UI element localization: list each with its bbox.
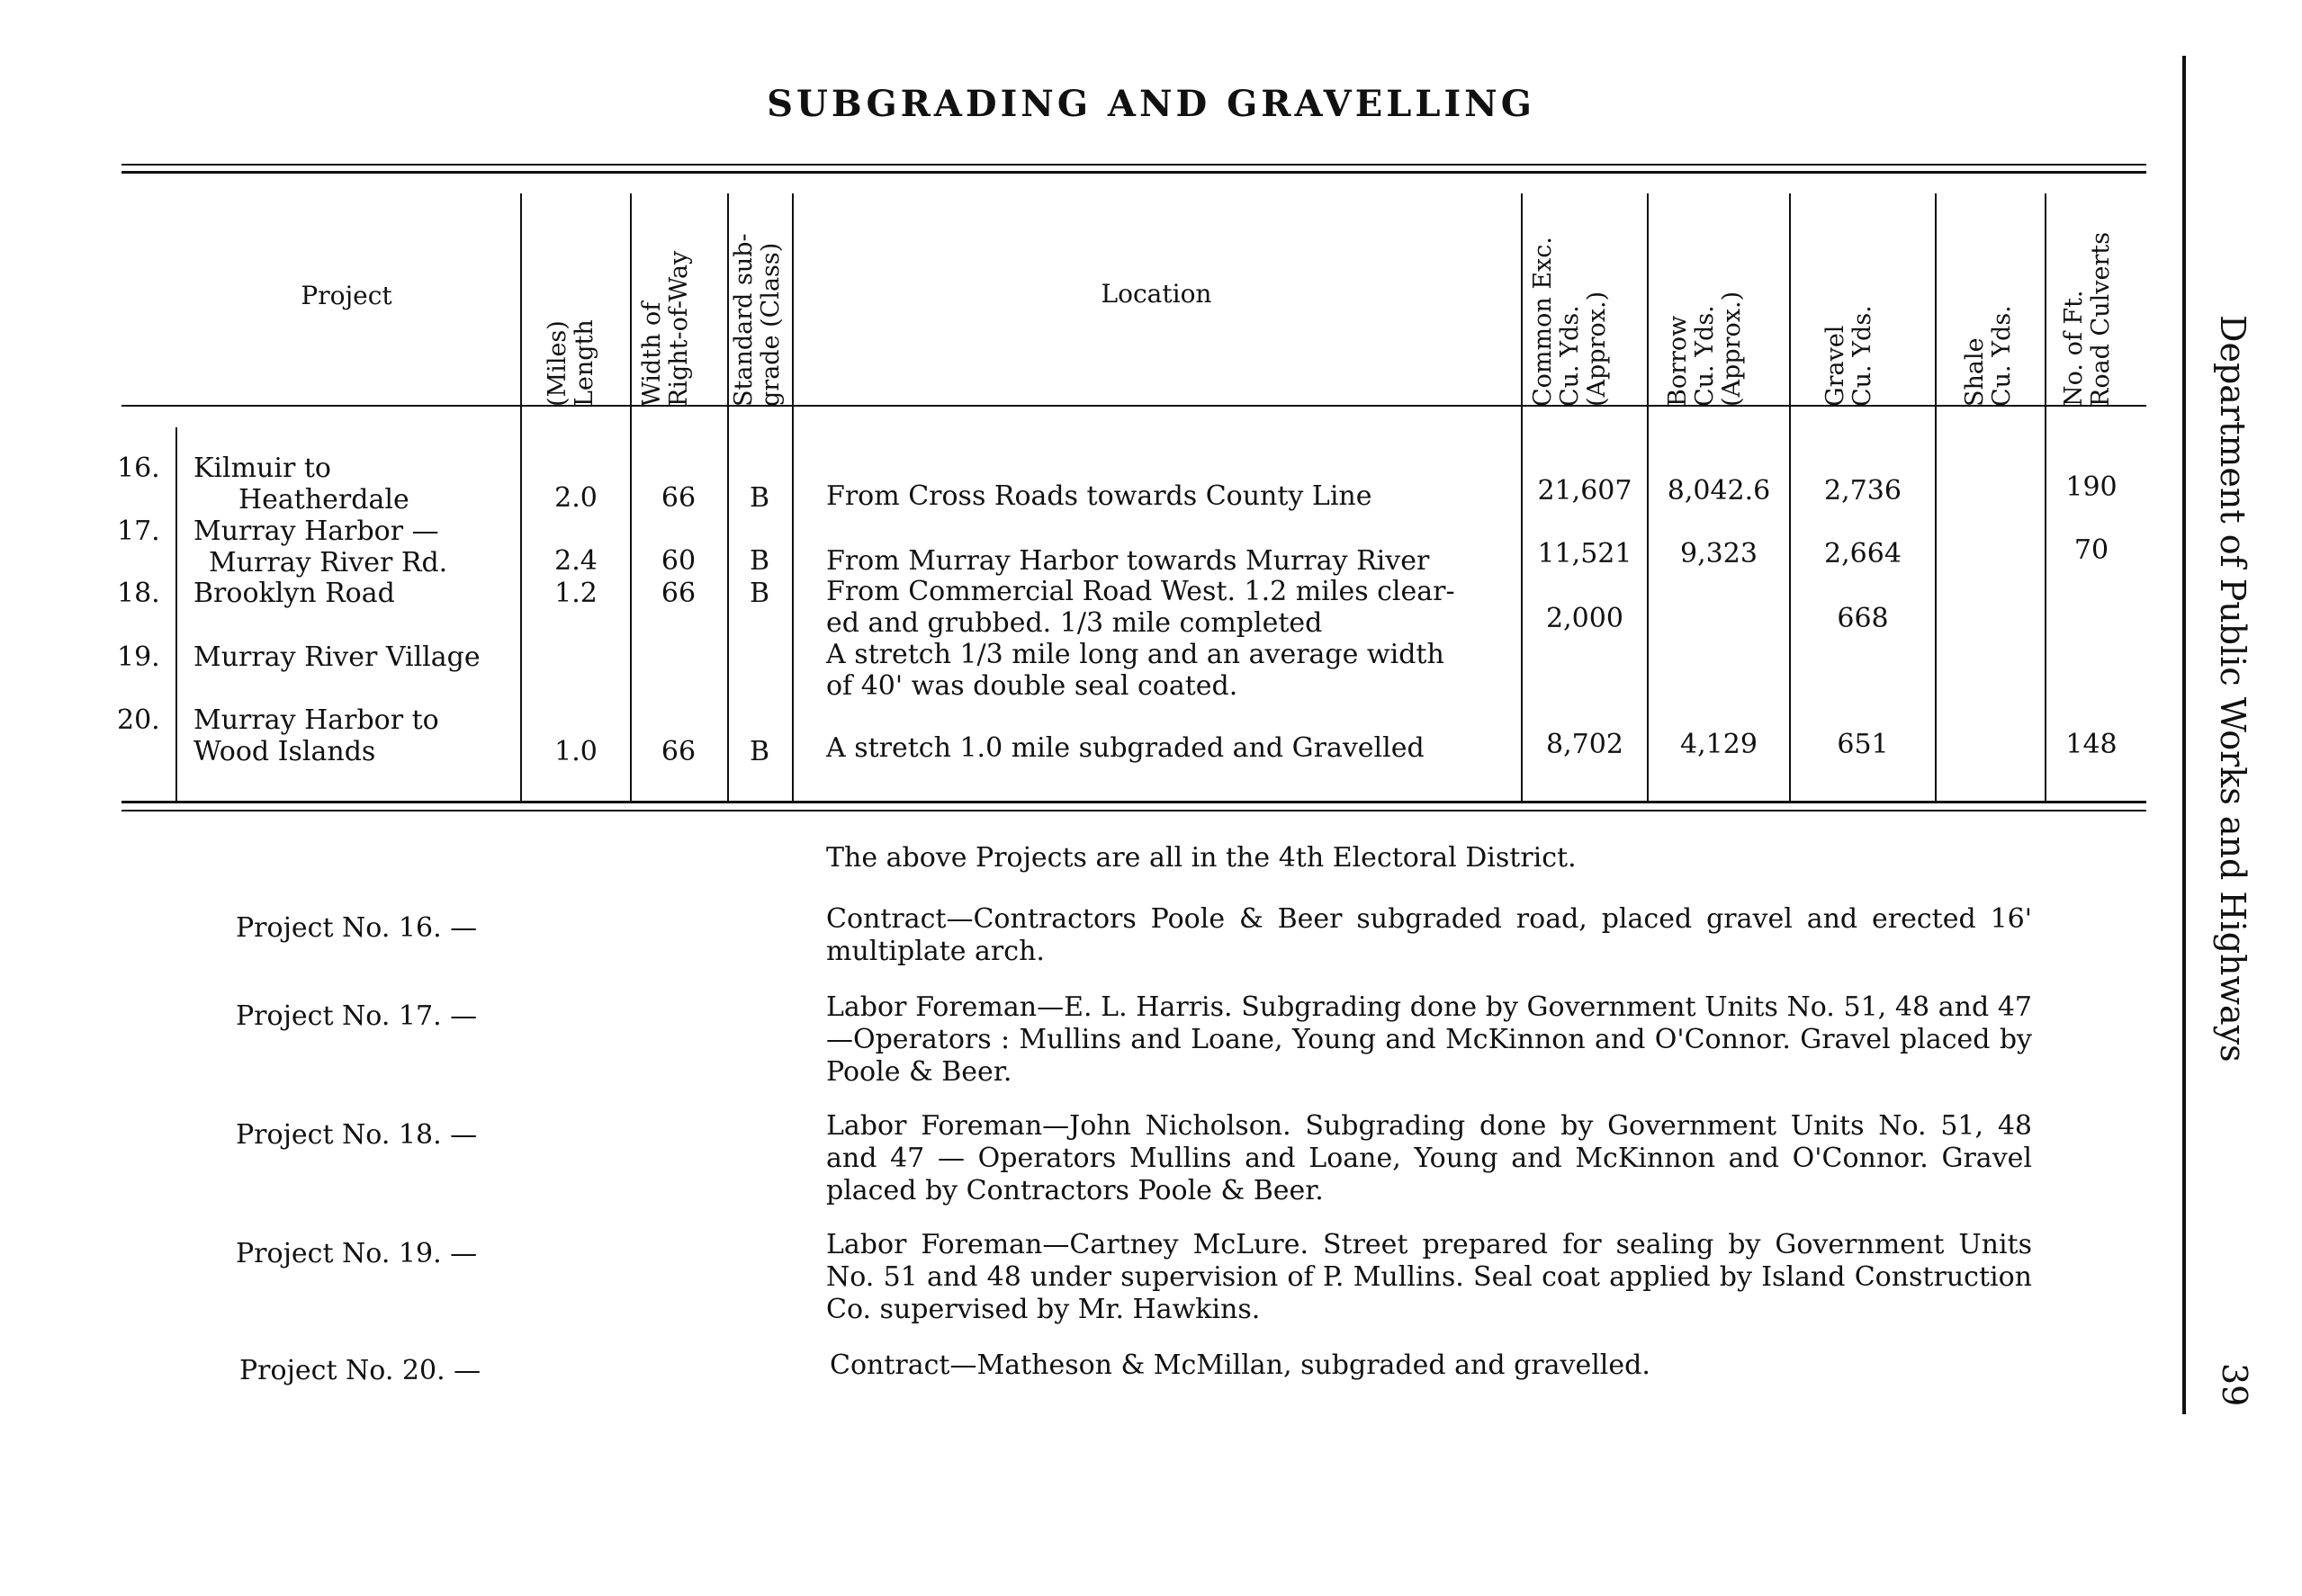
district-note: The above Projects are all in the 4th Electoral District.: [826, 842, 1577, 874]
project-description: Contract—Contractors Poole & Beer subgraded road, placed gravel and erected 16' multiplate arch.: [826, 903, 2032, 967]
gravel-value: 2,736: [1824, 475, 1902, 507]
project-name-cont: Heatherdale: [238, 484, 409, 516]
project-label: Project No. 17. —: [236, 1000, 478, 1032]
standard-value: B: [749, 545, 770, 577]
header-length: (Miles) Length: [544, 319, 598, 407]
margin-rule: [2182, 56, 2186, 1414]
project-description: Contract—Matheson & McMillan, subgraded and gravelled.: [830, 1349, 1650, 1381]
width-value: 60: [661, 545, 697, 577]
location-text: From Commercial Road West. 1.2 miles clear-: [826, 576, 1455, 607]
project-description: Labor Foreman—John Nicholson. Subgrading done by Government Units No. 51, 48 and 47 — Operators Mullins and Loane, Young and McKinnon and O'Connor. Gravel placed by Contractors Poole & Beer.: [826, 1110, 2032, 1206]
project-label: Project No. 20. —: [239, 1355, 481, 1386]
project-name-cont: Wood Islands: [193, 736, 376, 767]
common-value: 21,607: [1537, 475, 1632, 507]
location-text: From Murray Harbor towards Murray River: [826, 545, 1430, 577]
row-number: 16.: [117, 453, 160, 484]
borrow-value: 8,042.6: [1667, 475, 1771, 507]
project-label: Project No. 18. —: [236, 1119, 478, 1151]
header-width: Width of Right-of-Way: [638, 250, 693, 407]
standard-value: B: [749, 736, 770, 767]
project-name: Kilmuir to: [193, 453, 331, 484]
row-number: 19.: [117, 641, 160, 673]
row-number: 18.: [117, 578, 160, 609]
project-name: Murray Harbor —: [193, 516, 439, 547]
table-bottom-rule-2: [121, 810, 2146, 811]
common-value: 2,000: [1546, 603, 1623, 634]
common-value: 8,702: [1546, 729, 1623, 760]
row-number: 20.: [117, 704, 160, 736]
width-value: 66: [661, 578, 697, 609]
project-description: Labor Foreman—E. L. Harris. Subgrading done by Government Units No. 51, 48 and 47—Operators : Mullins and Loane, Young and McKinnon and O'Connor. Gravel placed by Poole & Beer.: [826, 991, 2032, 1088]
length-value: 2.4: [554, 545, 598, 577]
table-bottom-rule: [121, 801, 2146, 803]
project-label: Project No. 19. —: [236, 1238, 478, 1269]
project-name: Murray Harbor to: [193, 704, 439, 736]
header-gravel: Gravel Cu. Yds.: [1821, 305, 1876, 407]
header-standard: Standard sub- grade (Class): [730, 233, 785, 407]
row-number: 17.: [117, 516, 160, 547]
borrow-value: 9,323: [1680, 538, 1758, 569]
width-value: 66: [661, 482, 697, 514]
table-top-rule: [121, 164, 2146, 166]
department-label: Department of Public Works and Highways: [2213, 315, 2253, 1063]
length-value: 1.2: [554, 578, 598, 609]
location-text-cont: ed and grubbed. 1/3 mile completed: [826, 607, 1323, 639]
col-divider: [1935, 193, 1937, 801]
location-text: A stretch 1/3 mile long and an average width: [826, 639, 1444, 670]
location-text: From Cross Roads towards County Line: [826, 480, 1372, 512]
header-location: Location: [1101, 279, 1212, 309]
header-culverts: No. of Ft. Road Culverts: [2060, 231, 2115, 407]
page-number: 39: [2215, 1363, 2254, 1407]
col-divider: [792, 193, 794, 801]
header-borrow: Borrow Cu. Yds. (Approx.): [1664, 291, 1746, 407]
table-top-rule-2: [121, 171, 2146, 174]
standard-value: B: [749, 482, 770, 514]
gravel-value: 2,664: [1824, 538, 1902, 569]
length-value: 2.0: [554, 482, 598, 514]
header-common: Common Exc. Cu. Yds. (Approx.): [1529, 237, 1611, 407]
length-value: 1.0: [554, 736, 598, 767]
borrow-value: 4,129: [1680, 729, 1758, 760]
page-title: SUBGRADING AND GRAVELLING: [767, 83, 1535, 125]
project-name: Murray River Village: [193, 641, 481, 673]
header-shale: Shale Cu. Yds.: [1961, 305, 2016, 407]
header-project: Project: [301, 281, 392, 310]
culverts-value: 190: [2065, 471, 2118, 503]
standard-value: B: [749, 578, 770, 609]
gravel-value: 668: [1837, 603, 1889, 634]
location-text-cont: of 40' was double seal coated.: [826, 670, 1238, 702]
gravel-value: 651: [1837, 729, 1889, 760]
culverts-value: 148: [2065, 729, 2118, 760]
project-name-cont: Murray River Rd.: [209, 547, 448, 578]
common-value: 11,521: [1537, 538, 1632, 569]
culverts-value: 70: [2073, 534, 2109, 566]
project-description: Labor Foreman—Cartney McLure. Street prepared for sealing by Government Units No. 51 and 48 under supervision of P. Mullins. Seal coat applied by Island Construction Co. supervised by Mr. Hawkins.: [826, 1229, 2032, 1325]
location-text: A stretch 1.0 mile subgraded and Gravelled: [826, 732, 1425, 764]
project-label: Project No. 16. —: [236, 912, 478, 944]
width-value: 66: [661, 736, 697, 767]
project-name: Brooklyn Road: [193, 578, 395, 609]
col-divider: [175, 427, 177, 801]
